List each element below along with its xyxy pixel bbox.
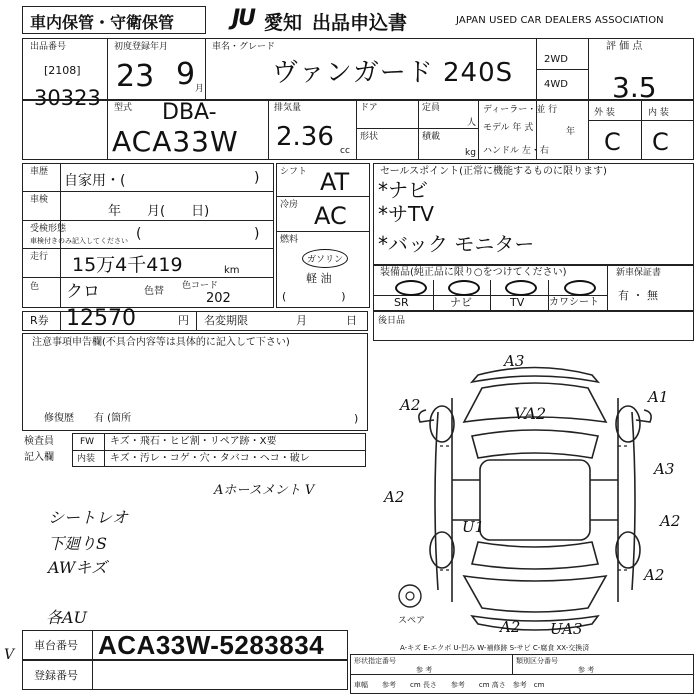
rear-seat-label: 後日品: [378, 316, 406, 326]
form-spec-ref: 参 考: [416, 666, 433, 674]
capacity-label: 定員: [422, 103, 441, 113]
damage-mark: A2: [384, 488, 405, 506]
interior-items-label: 内装: [77, 454, 96, 464]
dealer-label: ディーラー・並 行: [483, 105, 558, 115]
reg-number-label: 登録番号: [34, 669, 78, 682]
fuel-circled: ガソリン: [302, 249, 348, 268]
class-ref: 参 考: [578, 666, 595, 674]
car-history: 自家用・(: [64, 173, 126, 189]
type-prefix: DBA-: [162, 100, 217, 125]
chassis-label: 車台番号: [34, 639, 78, 652]
name-change-label: 名変期限: [204, 314, 248, 327]
inherit-label: 受検形態: [30, 224, 67, 234]
inspection-label: 車検: [30, 195, 49, 205]
spare-label: スペア: [398, 616, 426, 626]
damage-legend: A-キズ E-エクボ U-凹み W-補修跡 S-サビ C-腐食 XX-交換済: [400, 644, 590, 652]
inherit-note: 車検付きのみ記入してください: [30, 237, 128, 245]
shape-label: 形状: [360, 132, 379, 142]
guarantee-options: 有 ・ 無: [618, 289, 658, 302]
sales-point-item: *サTV: [378, 202, 434, 226]
car-diagram: [380, 350, 690, 650]
fuel-label: 燃料: [280, 235, 299, 245]
person-unit: 人: [467, 118, 477, 128]
rear-items-box: [373, 311, 694, 341]
form-spec-label: 形状指定番号: [354, 657, 396, 665]
interior-grade: C: [652, 128, 669, 156]
mileage-value: 15万4千419: [72, 254, 183, 276]
handwritten-note: Aホースメント V: [214, 483, 315, 498]
drive-2wd: 2WD: [544, 54, 568, 65]
day-label: 日: [346, 314, 357, 327]
sales-point-item: *ナビ: [378, 178, 428, 202]
drive-4wd: 4WD: [544, 79, 568, 90]
association-name: JAPAN USED CAR DEALERS ASSOCIATION: [456, 15, 664, 26]
month-label: 月: [296, 314, 307, 327]
displacement-label: 排気量: [274, 103, 302, 113]
handle-label: ハンドル 左・右: [483, 146, 549, 156]
storage-tag: 車内保管・守衛保管: [30, 13, 175, 32]
color-value: クロ: [66, 282, 100, 302]
damage-mark: A2: [400, 396, 421, 414]
type-code: ACA33W: [112, 125, 239, 158]
dims-label: 車幅 参考 cm 長さ 参考 cm 高さ 参考 cm: [354, 681, 545, 689]
interior-label: 内 装: [648, 108, 669, 118]
shift-label: シフト: [280, 167, 308, 177]
car-history-label: 車歴: [30, 167, 49, 177]
fw-items: キズ・飛石・ヒビ割・リペア跡・X要: [110, 436, 277, 447]
displacement-value: 2.36: [276, 122, 334, 152]
lot-label: 出品番号: [30, 42, 67, 52]
kg-unit: kg: [465, 148, 476, 158]
mileage-label: 走行: [30, 252, 49, 262]
chassis-number: ACA33W-5283834: [98, 630, 325, 660]
color-code-label: 色コード: [182, 281, 219, 291]
month-unit: 月: [195, 84, 205, 94]
handwritten-note: 下廻りS: [48, 534, 107, 553]
damage-mark: A2: [644, 566, 665, 584]
lot-prefix: [2108]: [44, 64, 81, 77]
exterior-grade: C: [604, 128, 621, 156]
shift-value: AT: [320, 168, 350, 196]
damage-mark: A3: [504, 352, 525, 370]
handwritten-note: 各AU: [46, 608, 88, 627]
notes-title: 注意事項申告欄(不具合内容等は具体的に記入して下さい): [32, 337, 290, 348]
handwritten-note: シートレオ: [48, 508, 129, 527]
reg-year: 23: [116, 59, 155, 94]
sales-points-title: セールスポイント(正常に機能するものに限ります): [380, 166, 607, 177]
color-change-label: 色替: [144, 286, 164, 297]
repair-close: ): [354, 412, 359, 425]
equipment-item: TV: [510, 296, 525, 309]
cooler-value: AC: [314, 202, 347, 230]
fw-label: FW: [80, 437, 95, 447]
model-name-label: 車名・グレード: [212, 42, 276, 52]
damage-mark: A2: [500, 618, 521, 636]
year-unit: 年: [566, 127, 576, 137]
reg-month: 9: [176, 57, 196, 92]
repair-label: 修復歴 有 (箇所: [44, 413, 132, 424]
logo-mark: JU: [232, 6, 255, 31]
model-year-label: モデル 年 式: [483, 123, 534, 133]
handwritten-note: AWキズ: [48, 558, 108, 577]
damage-mark: U1: [462, 518, 485, 536]
equipment-item: カワシート: [549, 297, 599, 308]
equipment-title: 装備品(純正品に限り○をつけてください): [380, 267, 567, 278]
rating-value: 3.5: [612, 71, 657, 104]
damage-mark: A2: [660, 512, 681, 530]
margin-mark: V: [4, 647, 15, 663]
door-label: ドア: [360, 103, 378, 113]
first-reg-label: 初度登録年月: [114, 42, 169, 52]
load-label: 積載: [422, 132, 441, 142]
cooler-label: 冷房: [280, 200, 299, 210]
inspection-text: 年 月( 日): [108, 204, 210, 219]
type-label: 型式: [114, 103, 133, 113]
damage-mark: A1: [648, 388, 669, 406]
interior-items: キズ・汚レ・コゲ・穴・タバコ・ヘコ・破レ: [110, 453, 310, 464]
r-ticket-label: R券: [30, 314, 49, 327]
logo-prefecture: 愛知: [264, 12, 303, 34]
inspector-label-2: 記入欄: [24, 452, 54, 463]
color-code: 202: [206, 291, 231, 306]
model-name: ヴァンガード 240S: [272, 58, 514, 88]
inspector-label: 検査員: [24, 436, 54, 447]
exterior-label: 外 装: [594, 108, 615, 118]
km-unit: km: [224, 265, 240, 276]
r-ticket-value: 12570: [66, 306, 136, 331]
damage-mark: A3: [654, 460, 675, 478]
sales-point-item: *バック モニター: [378, 232, 535, 256]
color-label: 色: [30, 282, 40, 292]
damage-mark: VA2: [514, 404, 547, 423]
fuel-diesel: 軽 油: [306, 272, 332, 285]
form-title: 出品申込書: [312, 12, 408, 34]
rating-label: 評 価 点: [606, 41, 643, 52]
damage-mark: UA3: [550, 620, 583, 638]
cc-unit: cc: [340, 146, 350, 156]
lot-number: 30323: [34, 86, 101, 110]
yen-unit: 円: [178, 314, 189, 327]
class-label: 類別区分番号: [516, 657, 558, 665]
guarantee-label: 新車保証書: [616, 268, 662, 278]
equipment-item: ナビ: [450, 296, 472, 309]
equipment-item: SR: [394, 296, 409, 309]
